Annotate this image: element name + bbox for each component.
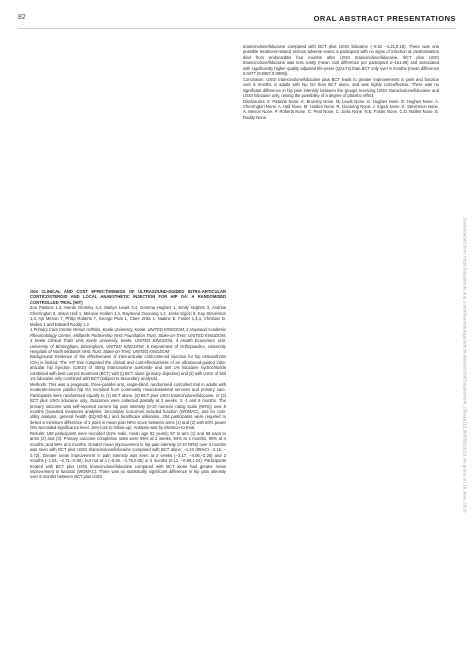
disclosures-paragraph: Disclosures: Z. Paskins None. K. Bromley None. M. Lewis None. G. Hughes None. E. Hughes None. A. Cherrington None. A. Hall None. M. Holden None. R. Ooooong None. J. Kigozi None. K. Stevenson None. A. Menon None. P. Roberts None. G. Peat None. C. Jinks None. N.E. Foster None. C.D. Mallen None. E. Roddy None. <box>243 98 439 120</box>
section-title: ORAL ABSTRACT PRESENTATIONS <box>313 14 456 23</box>
methods-paragraph: Methods: This was a pragmatic, three-parallel arm, single-blind, randomised controlled trial in adults with moderate-severe painful hip OA recruited from community musculoskeletal services and primary care. Participants were randomised equally to (1) BCT alone, (2) BCT plus USGI triamcinolone/lidocaine, or (3) BCT plus USGI lidocaine only. Outcomes were collected postally at 2 weeks, 2, 4 and 6 months. The primary outcome was self-reported current hip pain intensity (0-10 numeric rating scale (NRS)) over 6 months (repeated measures analysis). Secondary outcomes included function (WOMAC), and for cost-utility analysis, general health (EQ-5D-5L) and healthcare utilisation. 204 participants were required to detect a minimum difference of 1 point in mean pain NRS score between arms (1) and (2) with 80% power (5% two-tailed significance level, 15% loss to follow-up). Analysis was by intention-to-treat. <box>30 381 226 431</box>
abstract-title: O04 CLINICAL AND COST EFFECTIVENESS OF ULTRASOUND-GUIDED INTRA-ARTICULAR CORTICOSTEROID AND LOCAL ANAESTHETIC INJECTION FOR HIP OA: A RANDOMISED CONTROLLED TRIAL (HIT) <box>30 289 226 305</box>
download-watermark <box>460 150 470 580</box>
right-column <box>243 44 439 249</box>
results-paragraph: Results: 199 participants were recruited (61% male, mean age 63 years); 67 to arm (1) and 66 each to arms (2) and (3). Primary outcome completion rates were 95% at 2 weeks, 94% at 2 months, 90% at 4 months, and 86% at 6 months. Greater mean improvement in hip pain intensity (0-10 NRS) over 6 months was seen with BCT plus USGI triamcinolone/lidocaine compared with BCT alone: –1.43 (95%CI –2.15, –0.72). Greater mean improvement in pain intensity was seen at 2 weeks (–3.17, –4.06,–2.28) and 2 months (–1.81, –2.71,–0.90), but not at 4 (–0.86, –1.78,0.05) or 6 months (0.12, –0.80,1.04). Participants treated with BCT plus USGI triamcinolone/lidocaine compared with BCT alone had greater mean improvement in function (WOMAC). There was no statistically significant difference in hip pain intensity over 6 months between BCT plus USGI <box>30 430 226 480</box>
abstract-authors: Zoe Paskins 1,2, Kieran Bromley 3,4, Martyn Lewis 3,4, Gemma Hughes 1, Emily Hughes 3, Andrew Cherrington 5, Alison Hall 1, Melanie Holden 1,4, Raymond Ooooong 1,2, Jesse Kigozi 6, Kay Stevenson 1,4, Ajit Menon 7, Philip Roberts 7, George Peat 1, Clare Jinks 1, Nadine E. Foster 1,3,4, Christian D. Mallen 1 and Edward Roddy 1,2 <box>30 305 226 327</box>
conclusion-paragraph: Conclusion: USGI triamcinolone/lidocaine plus BCT leads to greater improvements in pain and function over 6 months in adults with hip OA than BCT alone, and was highly cost-effective. There was no significant difference in hip pain intensity between the groups receiving USGI triamcinolone/lidocaine and USGI lidocaine only, raising the possibility of a degree of placebo effect. <box>243 76 439 99</box>
background-paragraph: Background: Evidence of the effectiveness of intra-articular corticosteroid injection for hip osteoarthritis (OA) is limited. The HIT trial compared the clinical and cost-effectiveness of an ultrasound-guided intra-articular hip injection (USGI) of 40mg triamcinolone acetonide and 4ml 1% lidocaine hydrochloride combined with best current treatment (BCT) with (i) BCT alone (primary objective) and (ii) with USGI of 5ml 1% lidocaine only combined with BCT (subject to secondary analysis). <box>30 354 226 382</box>
abstract-column <box>30 289 226 637</box>
page-number: 82 <box>18 14 26 21</box>
download-notice: Downloaded from https://academic.oup.com/rheumatology/article-abstract/59/Supplement_2/keaa111.003/5819221 by guest on 16 June 2020 <box>462 217 468 513</box>
results-continued: triamcinolone/lidocaine compared with BCT plus USGI lidocaine (–0.52 –1.21,0.18). There was one possible treatment-related serious adverse event: a participant with no signs of infection at randomisation died from endocarditis four months after USGI triamcinolone/lidocaine. BCT plus USGI triamcinolone/lidocaine was less costly (mean cost difference per participant £–161.86) and associated with significantly higher quality adjusted life-years (QALYs) than BCT only over 6 months (mean difference 0.0477 (0.0067,0.0909)). <box>243 44 439 77</box>
page-header <box>18 14 456 29</box>
abstract-affiliations: 1 Primary Care Centre Versus Arthritis, Keele University, Keele, UNITED KINGDOM, 2 Haywood Academic Rheumatology Centre, Midlands Partnership NHS Foundation Trust, Stoke-on-Trent, UNITED KINGDOM, 3 Keele Clinical Trials Unit, Keele University, Keele, UNITED KINGDOM, 4 Health Economics Unit, University of Birmingham, Birmingham, UNITED KINGDOM, 5 Department of Orthopaedics, University Hospitals of North Midlands NHS Trust, Stoke-on-Trent, UNITED KINGDOM <box>30 327 226 354</box>
